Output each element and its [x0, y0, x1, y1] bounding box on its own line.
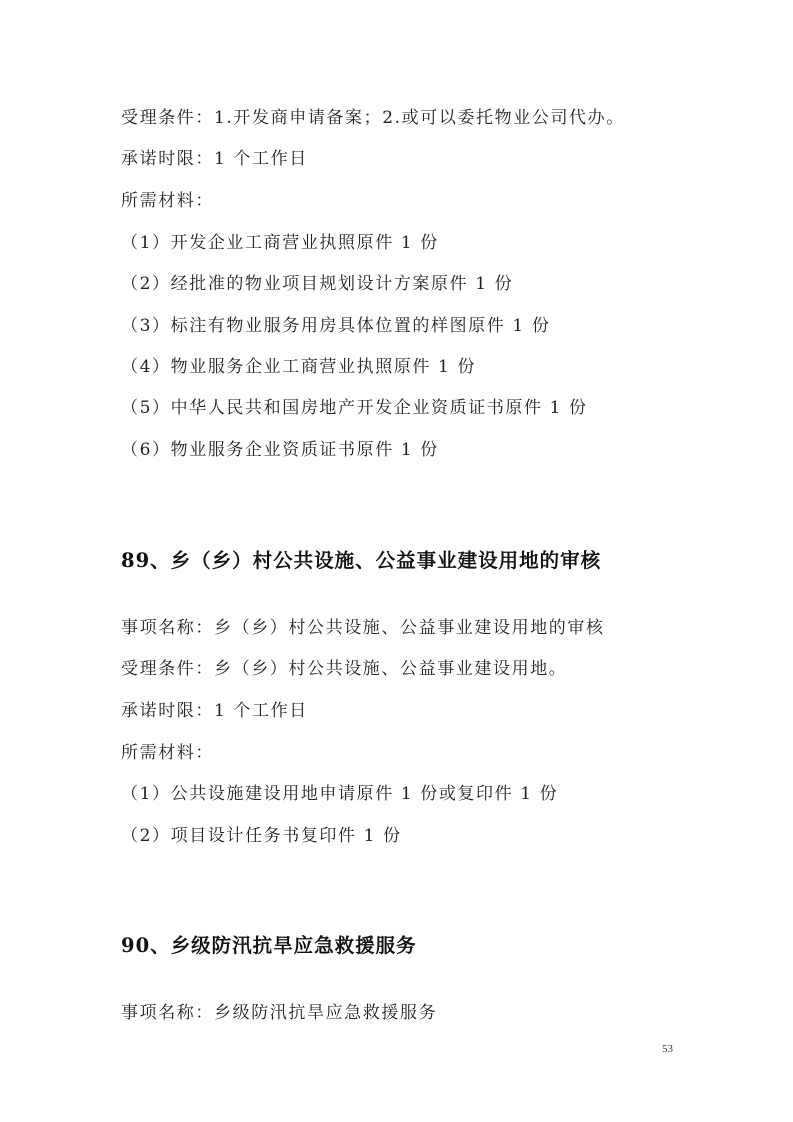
s89-material-item: （1）公共设施建设用地申请原件 1 份或复印件 1 份: [121, 784, 559, 804]
section-89-heading: 89、乡（乡）村公共设施、公益事业建设用地的审核: [121, 549, 602, 572]
s89-materials-label: 所需材料：: [121, 743, 214, 763]
s89-material-item: （2）项目设计任务书复印件 1 份: [121, 826, 402, 846]
prev-material-item: （1）开发企业工商营业执照原件 1 份: [121, 233, 439, 253]
prev-material-item: （4）物业服务企业工商营业执照原件 1 份: [121, 357, 477, 377]
prev-materials-label: 所需材料：: [121, 191, 214, 211]
section-90-heading: 90、乡级防汛抗旱应急救援服务: [121, 934, 417, 957]
page-number: 53: [662, 1043, 673, 1055]
prev-material-item: （3）标注有物业服务用房具体位置的样图原件 1 份: [121, 316, 551, 336]
prev-material-item: （5）中华人民共和国房地产开发企业资质证书原件 1 份: [121, 398, 588, 418]
prev-material-item: （6）物业服务企业资质证书原件 1 份: [121, 440, 439, 460]
s89-conditions: 受理条件：乡（乡）村公共设施、公益事业建设用地。: [121, 659, 568, 679]
prev-time-limit: 承诺时限：1 个工作日: [121, 149, 308, 169]
prev-conditions: 受理条件：1.开发商申请备案；2.或可以委托物业公司代办。: [121, 108, 625, 128]
s89-item-name: 事项名称：乡（乡）村公共设施、公益事业建设用地的审核: [121, 618, 605, 638]
s90-item-name: 事项名称：乡级防汛抗旱应急救援服务: [121, 1003, 438, 1023]
s89-time-limit: 承诺时限：1 个工作日: [121, 701, 308, 721]
prev-material-item: （2）经批准的物业项目规划设计方案原件 1 份: [121, 274, 514, 294]
